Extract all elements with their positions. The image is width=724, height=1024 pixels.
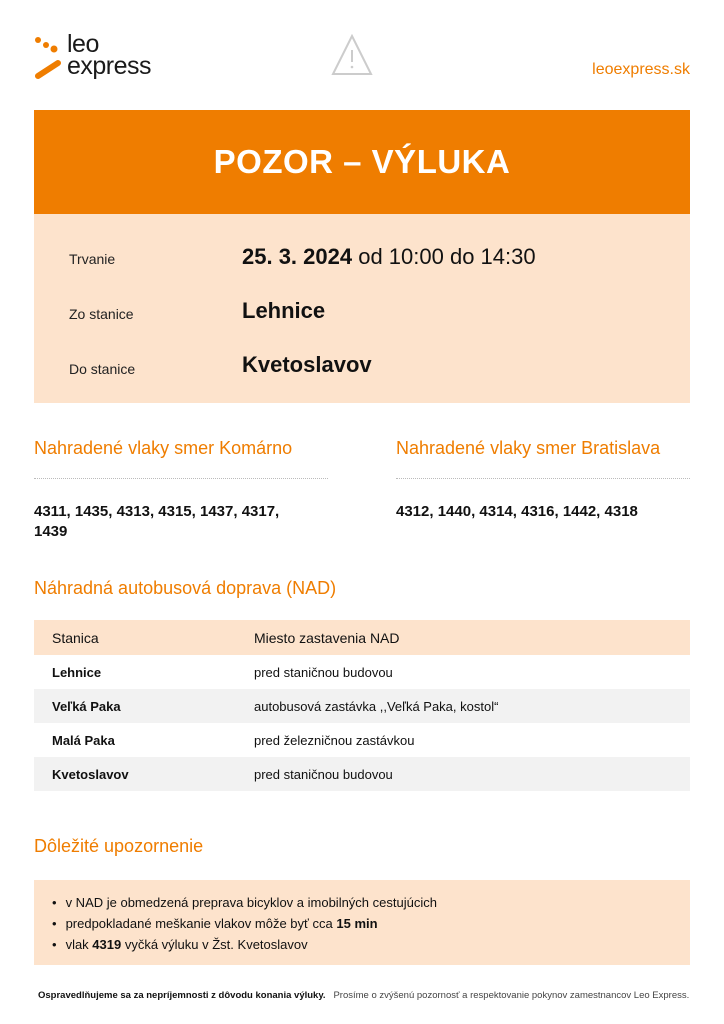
komarno-heading: Nahradené vlaky smer Komárno (34, 438, 293, 458)
table-row (34, 757, 690, 791)
station-cell: Kvetoslavov (34, 757, 224, 791)
stop-cell: pred železničnou zastávkou (254, 732, 415, 748)
header-station: Stanica (34, 620, 224, 655)
komarno-trains: 4311, 1435, 4313, 4315, 1437, 4317, 1439 (34, 503, 280, 540)
info-panel (34, 214, 690, 403)
table-row (34, 655, 690, 689)
header-stop: Miesto zastavenia NAD (224, 620, 690, 655)
duration-label: Trvanie (69, 251, 116, 267)
logo-icon (34, 36, 68, 87)
divider (34, 478, 328, 479)
table-header (34, 620, 690, 655)
notice-bold: 15 min (336, 916, 378, 931)
duration-time: od 10:00 do 14:30 (352, 244, 536, 269)
footer-apology: Ospravedlňujeme sa za nepríjemnosti z dôvodu konania výluky. (38, 990, 326, 1001)
stop-cell: autobusová zastávka ,,Veľká Paka, kostol“ (224, 689, 690, 723)
website-link[interactable]: leoexpress.sk (592, 61, 690, 78)
nad-heading: Náhradná autobusová doprava (NAD) (34, 578, 337, 598)
banner-title: POZOR – VÝLUKA (34, 110, 690, 214)
notice-text: vyčká výluku v Žst. Kvetoslavov (121, 937, 308, 952)
notice-item (52, 892, 690, 913)
bratislava-trains: 4312, 1440, 4314, 4316, 1442, 4318 (396, 503, 638, 520)
notice-text: v NAD je obmedzená preprava bicyklov a imobilných cestujúcich (65, 895, 437, 910)
warning-triangle-icon (331, 34, 373, 81)
to-value: Kvetoslavov (242, 352, 372, 377)
notice-text: vlak (65, 937, 93, 952)
from-label: Zo stanice (69, 306, 134, 322)
duration-date: 25. 3. 2024 (242, 244, 353, 269)
footer (38, 990, 689, 1001)
notice-bold: 4319 (92, 937, 122, 952)
notice-item (52, 913, 690, 934)
table-row (34, 723, 690, 757)
station-cell: Veľká Paka (34, 689, 224, 723)
from-value: Lehnice (242, 298, 326, 323)
to-label: Do stanice (69, 361, 136, 377)
notice-list (34, 880, 690, 965)
station-cell: Malá Paka (52, 732, 115, 748)
notice-heading: Dôležité upozornenie (34, 836, 204, 856)
stop-cell: pred staničnou budovou (224, 757, 690, 791)
divider (396, 478, 690, 479)
notice-text: predpokladané meškanie vlakov môže byť cca (65, 916, 337, 931)
stop-cell: pred staničnou budovou (254, 664, 393, 680)
footer-note: Prosíme o zvýšenú pozornosť a respektovanie pokynov zamestnancov Leo Express. (333, 990, 690, 1001)
table-row (34, 689, 690, 723)
nad-table (34, 620, 690, 791)
bratislava-heading: Nahradené vlaky smer Bratislava (396, 438, 661, 458)
notice-item (52, 934, 690, 955)
station-cell: Lehnice (52, 664, 102, 680)
duration-value (242, 244, 536, 270)
logo: leo express (67, 30, 152, 80)
